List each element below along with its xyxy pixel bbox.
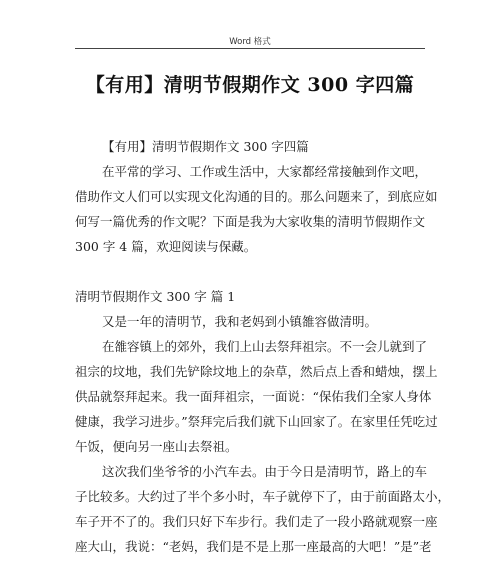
paragraph-2-line-3: 供品就祭拜起来。我一面拜祖宗，一面说：“保佑我们全家人身体 xyxy=(75,389,432,404)
intro-line-4: 300 字 4 篇，欢迎阅读与保藏。 xyxy=(75,239,257,254)
intro-line-2: 借助作文人们可以实现文化沟通的目的。那么问题来了，到底应如 xyxy=(75,189,438,204)
intro-heading: 【有用】清明节假期作文 300 字四篇 xyxy=(102,139,309,154)
paragraph-2-line-1: 在雒容镇上的郊外，我们上山去祭拜祖宗。不一会儿就到了 xyxy=(102,339,428,354)
document-title: 【有用】清明节假期作文 300 字四篇 xyxy=(85,74,415,96)
section-heading-1: 清明节假期作文 300 字 篇 1 xyxy=(75,289,236,304)
paragraph-1: 又是一年的清明节，我和老妈到小镇雒容做清明。 xyxy=(102,314,378,329)
header-rule xyxy=(75,48,425,49)
paragraph-3-line-1: 这次我们坐爷爷的小汽车去。由于今日是清明节，路上的车 xyxy=(102,464,428,479)
paragraph-gap xyxy=(75,259,433,284)
document-body xyxy=(75,134,451,559)
page-header: Word 格式 xyxy=(229,37,271,47)
paragraph-3-line-4: 座大山，我说：“老妈，我们是不是上那一座最高的大吧！”是”老 xyxy=(75,539,432,554)
paragraph-2-line-4: 健康，我学习进步。”祭拜完后我们就下山回家了。在家里任凭吃过 xyxy=(75,414,438,429)
paragraph-2-line-5: 午饭，便向另一座山去祭祖。 xyxy=(75,439,238,454)
paragraph-2-line-2: 祖宗的坟地，我们先铲除坟地上的杂草，然后点上香和蜡烛，摆上 xyxy=(75,364,438,379)
intro-line-1: 在平常的学习、工作或生活中，大家都经常接触到作文吧， xyxy=(102,164,428,179)
intro-line-3: 何写一篇优秀的作文呢？下面是我为大家收集的清明节假期作文 xyxy=(75,214,426,229)
paragraph-3-line-3: 车子开不了的。我们只好下车步行。我们走了一段小路就观察一座 xyxy=(75,514,438,529)
paragraph-3-line-2: 子比较多。大约过了半个多小时，车子就停下了，由于前面路太小， xyxy=(75,489,451,504)
